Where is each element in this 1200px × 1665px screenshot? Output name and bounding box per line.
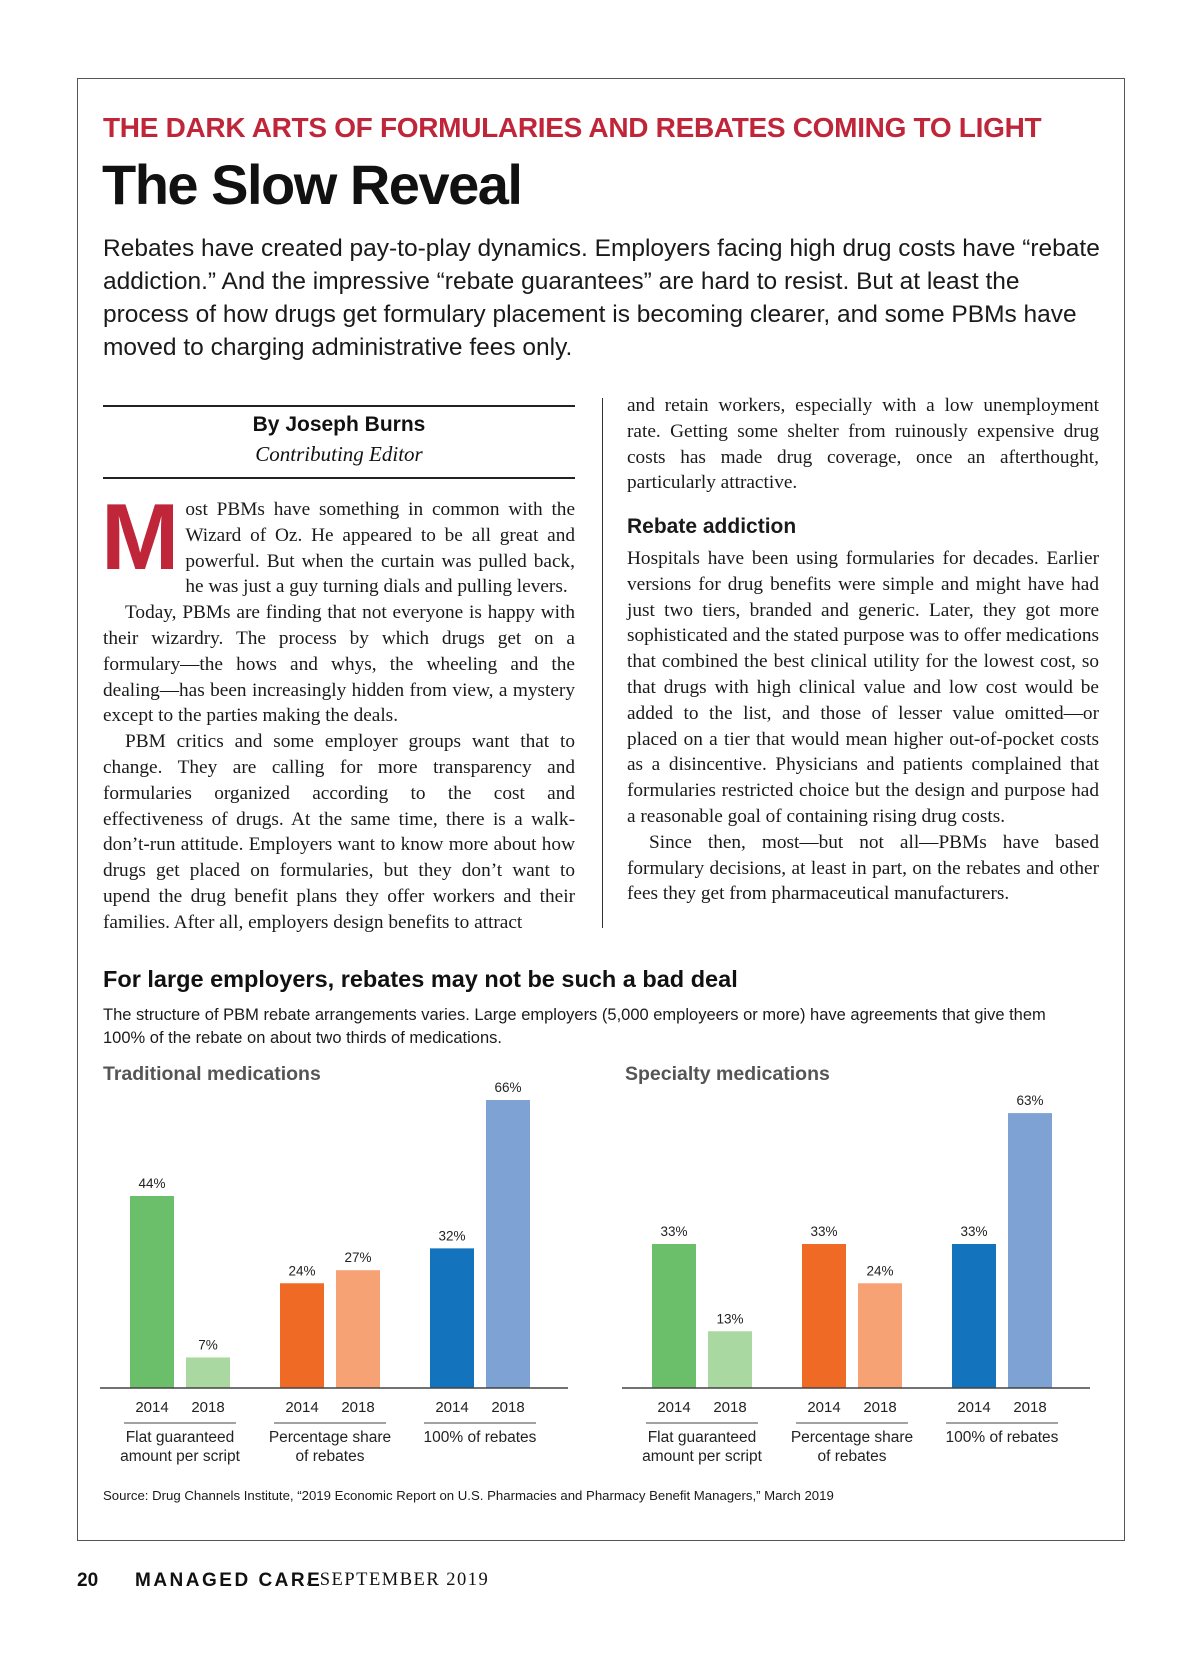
category-label: Flat guaranteed [647, 1429, 757, 1446]
paragraph-2: Today, PBMs are finding that not everyone is happy with their wizardry. The process by which drugs get on a formulary—the hows and whys, the wheeling and the dealing—has been increasingly hidden from view, a mystery except to the parties making the deals. [103, 602, 575, 727]
paragraph-3: PBM critics and some employer groups want that to change. They are calling for more transparency and formularies organized according to the cost and effectiveness of drugs. At the same time, there is a walk-don’t-run attitude. Employers want to know more about how drugs get placed on formularies, but they don’t want to upend the drug benefit plans they offer workers and their families. After all, employers design benefits to attract [103, 731, 575, 933]
bar [652, 1244, 696, 1388]
year-tick-label: 2018 [863, 1399, 897, 1416]
bar-value-label: 33% [810, 1224, 838, 1239]
year-tick-label: 2018 [713, 1399, 747, 1416]
paragraph-3-continued: and retain workers, especially with a low unemployment rate. Getting some shelter from ruinously expensive drug costs has made drug coverage, once an afterthought, particularly attractive. [627, 395, 1099, 494]
headline: The Slow Reveal [102, 153, 522, 216]
chart-title: Specialty medications [625, 1063, 830, 1085]
dek: Rebates have created pay-to-play dynamics. Employers facing high drug costs have “rebate addiction.” And the impressive “rebate guarantees” are hard to resist. But at least the process of how drugs get formulary placement is becoming clearer, and some PBMs have moved to charging administrative fees only. [103, 235, 1100, 361]
chart-traditional-medications [100, 1060, 580, 1480]
year-tick-label: 2018 [191, 1399, 225, 1416]
paragraph-1-text: ost PBMs have something in common with the Wizard of Oz. He appeared to be all great and powerful. But when the curtain was pulled back, he was just a guy turning dials and pulling levers. [185, 499, 575, 598]
bar [130, 1196, 174, 1388]
bar [708, 1331, 752, 1388]
figure-description: The structure of PBM rebate arrangements varies. Large employers (5,000 employeers or more) have agreements that give them 100% of the rebate on about two thirds of medications. [103, 1006, 1046, 1047]
bar [952, 1244, 996, 1388]
category-label: of rebates [295, 1448, 365, 1465]
year-tick-label: 2018 [491, 1399, 525, 1416]
category-label: 100% of rebates [945, 1429, 1059, 1446]
bar [430, 1248, 474, 1388]
category-label: Percentage share [790, 1429, 914, 1446]
category-label: Percentage share [268, 1429, 392, 1446]
bar [858, 1283, 902, 1388]
bar-value-label: 24% [288, 1263, 316, 1279]
bar [486, 1100, 530, 1388]
year-tick-label: 2014 [285, 1399, 319, 1416]
category-label: Flat guaranteed [125, 1429, 235, 1446]
bar-value-label: 66% [494, 1080, 522, 1095]
category-label: amount per script [642, 1448, 762, 1465]
bar [1008, 1113, 1052, 1388]
byline-role: Contributing Editor [255, 442, 423, 466]
bar-value-label: 33% [660, 1224, 688, 1239]
year-tick-label: 2014 [657, 1399, 691, 1416]
figure-source: Source: Drug Channels Institute, “2019 Economic Report on U.S. Pharmacies and Pharmacy Benefit Managers,” March 2019 [103, 1488, 834, 1503]
column-1 [101, 484, 575, 936]
publication-name: MANAGED CARE [135, 1570, 323, 1591]
bar-value-label: 27% [344, 1250, 372, 1266]
bar [280, 1283, 324, 1388]
year-tick-label: 2014 [435, 1399, 469, 1416]
drop-cap: M [101, 484, 180, 589]
category-label: amount per script [120, 1448, 240, 1465]
paragraph-1 [101, 484, 575, 600]
kicker: THE DARK ARTS OF FORMULARIES AND REBATES COMING TO LIGHT [103, 112, 1042, 143]
column-2 [627, 393, 1099, 907]
year-tick-label: 2014 [135, 1399, 169, 1416]
bar [186, 1357, 230, 1388]
paragraph-5: Since then, most—but not all—PBMs have based formulary decisions, at least in part, on the rebates and other fees they get from pharmaceutical manufacturers. [627, 831, 1099, 905]
figure-title: For large employers, rebates may not be such a bad deal [103, 966, 738, 992]
bar-value-label: 24% [866, 1263, 894, 1279]
bar-value-label: 44% [138, 1176, 166, 1191]
chart-specialty-medications [622, 1060, 1102, 1480]
column-divider [602, 398, 603, 928]
byline: By Joseph Burns [252, 413, 426, 436]
bar [336, 1270, 380, 1388]
bar-value-label: 32% [438, 1228, 466, 1244]
chart-title: Traditional medications [103, 1063, 321, 1085]
year-tick-label: 2018 [1013, 1399, 1047, 1416]
bar-value-label: 33% [960, 1224, 988, 1239]
publication-date: / SEPTEMBER 2019 [307, 1570, 490, 1590]
bar [802, 1244, 846, 1388]
category-label: 100% of rebates [423, 1429, 537, 1446]
page-number: 20 [77, 1570, 99, 1591]
bar-value-label: 7% [198, 1337, 218, 1353]
category-label: of rebates [817, 1448, 887, 1465]
year-tick-label: 2014 [807, 1399, 841, 1416]
year-tick-label: 2014 [957, 1399, 991, 1416]
year-tick-label: 2018 [341, 1399, 375, 1416]
byline-top-rule [103, 405, 575, 407]
bar-value-label: 13% [716, 1311, 744, 1327]
byline-bottom-rule [103, 477, 575, 479]
paragraph-4: Hospitals have been using formularies for decades. Earlier versions for drug benefits were simple and might have had just two tiers, branded and generic. Later, they got more sophisticated and the stated purpose was to offer medications that combined the best clinical utility for the lowest cost, so that drugs with high clinical value and low cost would be added to the list, and those of lesser value omitted—or placed on a tier that would mean higher out-of-pocket costs as a disincentive. Physicians and patients complained that formularies restricted choice but the design and purpose had a reasonable goal of containing rising drug costs. [627, 547, 1099, 827]
subhead-rebate-addiction: Rebate addiction [627, 515, 797, 539]
bar-value-label: 63% [1016, 1093, 1044, 1109]
